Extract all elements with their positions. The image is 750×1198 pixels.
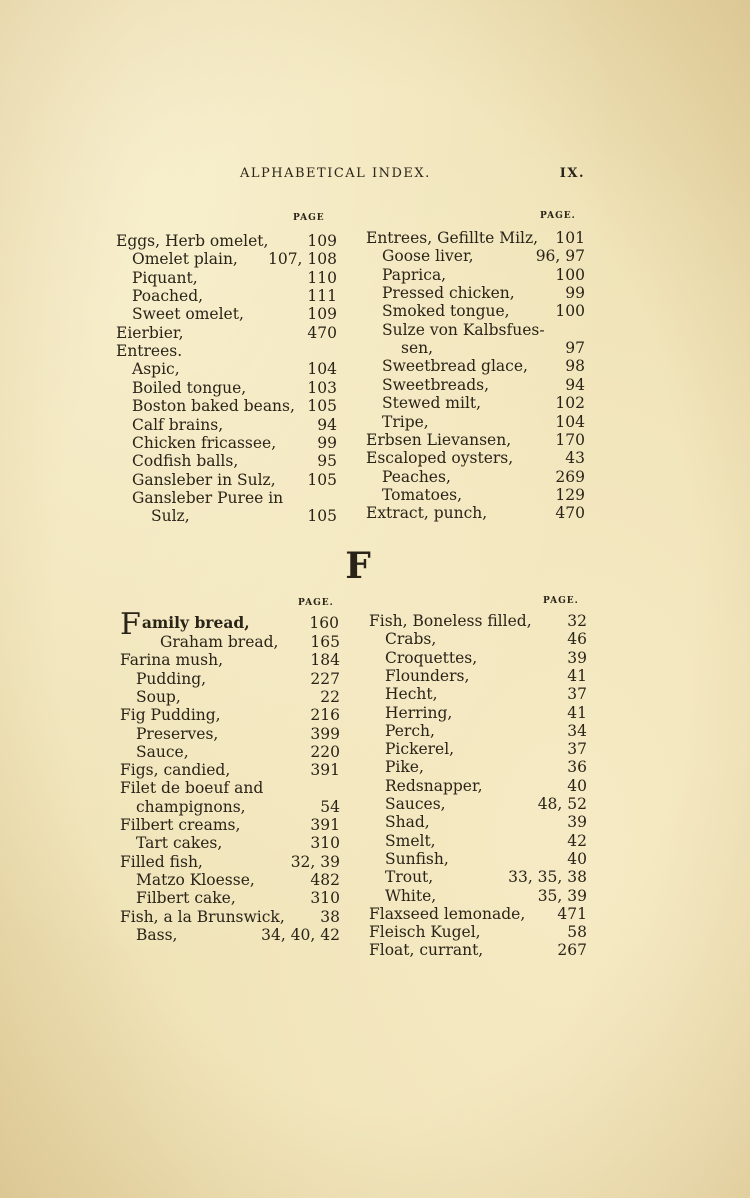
entry-name: Goose liver, xyxy=(382,247,474,266)
entry-pages: 100 xyxy=(555,265,585,284)
entry-name: Soup, xyxy=(136,687,181,706)
entry-name: Sweet omelet, xyxy=(132,305,244,324)
entry-name: Sauce, xyxy=(136,742,189,761)
entry-name: Croquettes, xyxy=(385,648,478,667)
entry-name: Sulze von Kalbsfues- xyxy=(382,320,545,339)
entry-name: Eggs, Herb omelet, xyxy=(116,232,269,250)
entry-name: Omelet plain, xyxy=(132,250,238,269)
entry-name: Redsnapper, xyxy=(385,776,483,795)
entry-name: Trout, xyxy=(385,868,434,887)
entry-pages: 111 xyxy=(307,287,337,306)
entry-pages: 36 xyxy=(567,758,587,777)
entry-pages: 46 xyxy=(567,630,587,649)
entry-name: Pressed chicken, xyxy=(382,284,515,303)
entry-pages: 41 xyxy=(567,703,587,722)
entry-name: Gansleber in Sulz, xyxy=(132,470,276,489)
entry-name: Fish, Boneless filled, xyxy=(369,612,532,630)
entry-pages: 160 xyxy=(309,614,339,632)
entry-pages: 40 xyxy=(567,776,587,795)
entry-name: Calf brains, xyxy=(132,415,224,434)
entry-pages: 38 xyxy=(320,907,340,926)
entry-pages: 33, 35, 38 xyxy=(508,868,587,887)
entry-pages: 310 xyxy=(310,889,340,908)
entry-pages: 105 xyxy=(307,507,337,526)
entry-pages: 32, 39 xyxy=(290,852,340,871)
entry-pages: 103 xyxy=(307,378,337,397)
entry-pages: 220 xyxy=(310,742,340,761)
entry-name: Fig Pudding, xyxy=(120,706,221,725)
entry-pages: 35, 39 xyxy=(537,886,587,905)
entry-pages: 471 xyxy=(557,904,587,923)
entry-name: Smelt, xyxy=(385,831,436,850)
entry-pages: 310 xyxy=(310,834,340,853)
entry-pages: 470 xyxy=(555,504,585,523)
entry-pages: 107, 108 xyxy=(267,250,337,269)
entry-name: Shad, xyxy=(385,813,430,832)
entry-name: Fish, a la Brunswick, xyxy=(120,907,285,926)
entry-name: Stewed milt, xyxy=(382,394,482,413)
page-column-label-top-right: PAGE. xyxy=(540,211,576,221)
page-column-label-bottom-left: PAGE. xyxy=(298,598,334,608)
entry-name: Sauces, xyxy=(385,795,446,813)
entry-name: Flaxseed lemonade, xyxy=(369,904,526,923)
entry-name: Peaches, xyxy=(382,467,451,486)
entry-pages: 37 xyxy=(567,740,587,759)
entry-name: Paprica, xyxy=(382,265,447,284)
entry-name: Extract, punch, xyxy=(366,504,488,523)
entry-name: Crabs, xyxy=(385,630,437,649)
entry-name: Figs, candied, xyxy=(120,761,231,780)
entry-name: Hecht, xyxy=(385,685,438,704)
entry-name: Filbert cake, xyxy=(136,889,236,908)
entry-pages: 391 xyxy=(310,761,340,780)
entry-pages: 184 xyxy=(310,651,340,670)
entry-pages: 399 xyxy=(310,724,340,743)
entry-pages: 227 xyxy=(310,669,340,688)
entry-pages: 109 xyxy=(307,232,337,250)
entry-pages: 105 xyxy=(307,470,337,489)
entry-pages: 99 xyxy=(565,284,585,303)
entry-pages: 37 xyxy=(567,685,587,704)
entry-name: White, xyxy=(385,886,437,905)
entry-pages: 482 xyxy=(310,870,340,889)
entry-pages: 34 xyxy=(567,721,587,740)
entry-name: Boiled tongue, xyxy=(132,378,247,397)
entry-name: Perch, xyxy=(385,721,435,740)
entry-name: Pike, xyxy=(385,758,424,777)
entry-name: Entrees. xyxy=(116,342,183,361)
entry-pages: 102 xyxy=(555,394,585,413)
entry-name: Float, currant, xyxy=(369,941,484,960)
entry-name: Escaloped oysters, xyxy=(366,449,514,468)
drop-cap: F xyxy=(120,607,141,642)
entry-name: Matzo Kloesse, xyxy=(136,870,255,889)
entry-pages: 40 xyxy=(567,849,587,868)
entry-pages: 129 xyxy=(555,485,585,504)
entry-pages: 97 xyxy=(565,339,585,358)
entry-name: Pickerel, xyxy=(385,740,455,759)
entry-name: Smoked tongue, xyxy=(382,302,510,321)
entry-pages: 104 xyxy=(555,412,585,431)
entry-pages: 54 xyxy=(320,797,340,816)
entry-name: Gansleber Puree in xyxy=(132,488,284,507)
entry-name: Pudding, xyxy=(136,669,207,688)
entry-name: Tart cakes, xyxy=(136,834,223,853)
page-title: ALPHABETICAL INDEX. xyxy=(240,166,431,181)
entry-name: Boston baked beans, xyxy=(132,397,295,416)
entry-pages: 269 xyxy=(555,467,585,486)
entry-pages: 94 xyxy=(317,415,337,434)
entry-pages: 48, 52 xyxy=(537,795,587,813)
entry-name: Poached, xyxy=(132,287,204,306)
entry-name: Farina mush, xyxy=(120,651,224,670)
entry-pages: 39 xyxy=(567,648,587,667)
entry-name: Sunfish, xyxy=(385,849,449,868)
entry-pages: 95 xyxy=(317,452,337,471)
entry-pages: 32 xyxy=(567,612,587,630)
entry-name: Piquant, xyxy=(132,268,198,287)
entry-pages: 22 xyxy=(320,687,340,706)
entry-name: Flounders, xyxy=(385,666,470,685)
entry-name: Sweetbread glace, xyxy=(382,357,528,376)
entry-pages: 110 xyxy=(307,268,337,287)
entry-name: Filet de boeuf and xyxy=(120,779,264,798)
entry-name: Sweetbreads, xyxy=(382,375,490,394)
entry-name: Graham bread, xyxy=(160,633,279,651)
entry-pages: 34, 40, 42 xyxy=(261,925,340,944)
entry-pages: 391 xyxy=(310,816,340,834)
entry-name: Fleisch Kugel, xyxy=(369,923,481,942)
entry-pages: 170 xyxy=(555,430,585,449)
entry-pages: 109 xyxy=(307,305,337,324)
entry-name: Preserves, xyxy=(136,724,219,743)
entry-name: Codfish balls, xyxy=(132,452,239,471)
entry-pages: 41 xyxy=(567,666,587,685)
entry-name: sen, xyxy=(401,339,434,358)
entry-name: Filled fish, xyxy=(120,852,203,871)
entry-pages: 58 xyxy=(567,923,587,942)
page-number: IX. xyxy=(559,166,585,181)
entry-pages: 100 xyxy=(555,302,585,321)
entry-name: Tomatoes, xyxy=(382,485,463,504)
entry-name: amily bread, xyxy=(141,613,250,632)
entry-pages: 98 xyxy=(565,357,585,376)
entry-pages: 42 xyxy=(567,831,587,850)
page-column-label-top-left: PAGE xyxy=(293,213,325,223)
entry-name: Bass, xyxy=(136,925,178,944)
entry-pages: 267 xyxy=(557,941,587,960)
entry-pages: 99 xyxy=(317,433,337,452)
entry-name: Sulz, xyxy=(151,507,190,526)
entry-name: champignons, xyxy=(136,797,246,816)
entry-pages: 105 xyxy=(307,397,337,416)
entry-pages: 104 xyxy=(307,360,337,379)
entry-name: Tripe, xyxy=(382,412,429,431)
entry-name: Chicken fricassee, xyxy=(132,433,277,452)
entry-pages: 101 xyxy=(555,229,585,247)
entry-pages: 165 xyxy=(310,633,340,651)
entry-pages: 43 xyxy=(565,449,585,468)
entry-name: Filbert creams, xyxy=(120,816,241,834)
entry-name: Aspic, xyxy=(132,360,180,379)
entry-pages: 216 xyxy=(310,706,340,725)
entry-name: Entrees, Gefillte Milz, xyxy=(366,229,539,247)
entry-pages: 94 xyxy=(565,375,585,394)
entry-name: Erbsen Lievansen, xyxy=(366,430,512,449)
entry-name: Herring, xyxy=(385,703,453,722)
entry-name: Eierbier, xyxy=(116,323,184,342)
entry-pages: 470 xyxy=(307,323,337,342)
entry-pages: 39 xyxy=(567,813,587,832)
section-letter: F xyxy=(345,545,371,587)
page-column-label-bottom-right: PAGE. xyxy=(543,596,579,606)
entry-pages: 96, 97 xyxy=(535,247,585,266)
